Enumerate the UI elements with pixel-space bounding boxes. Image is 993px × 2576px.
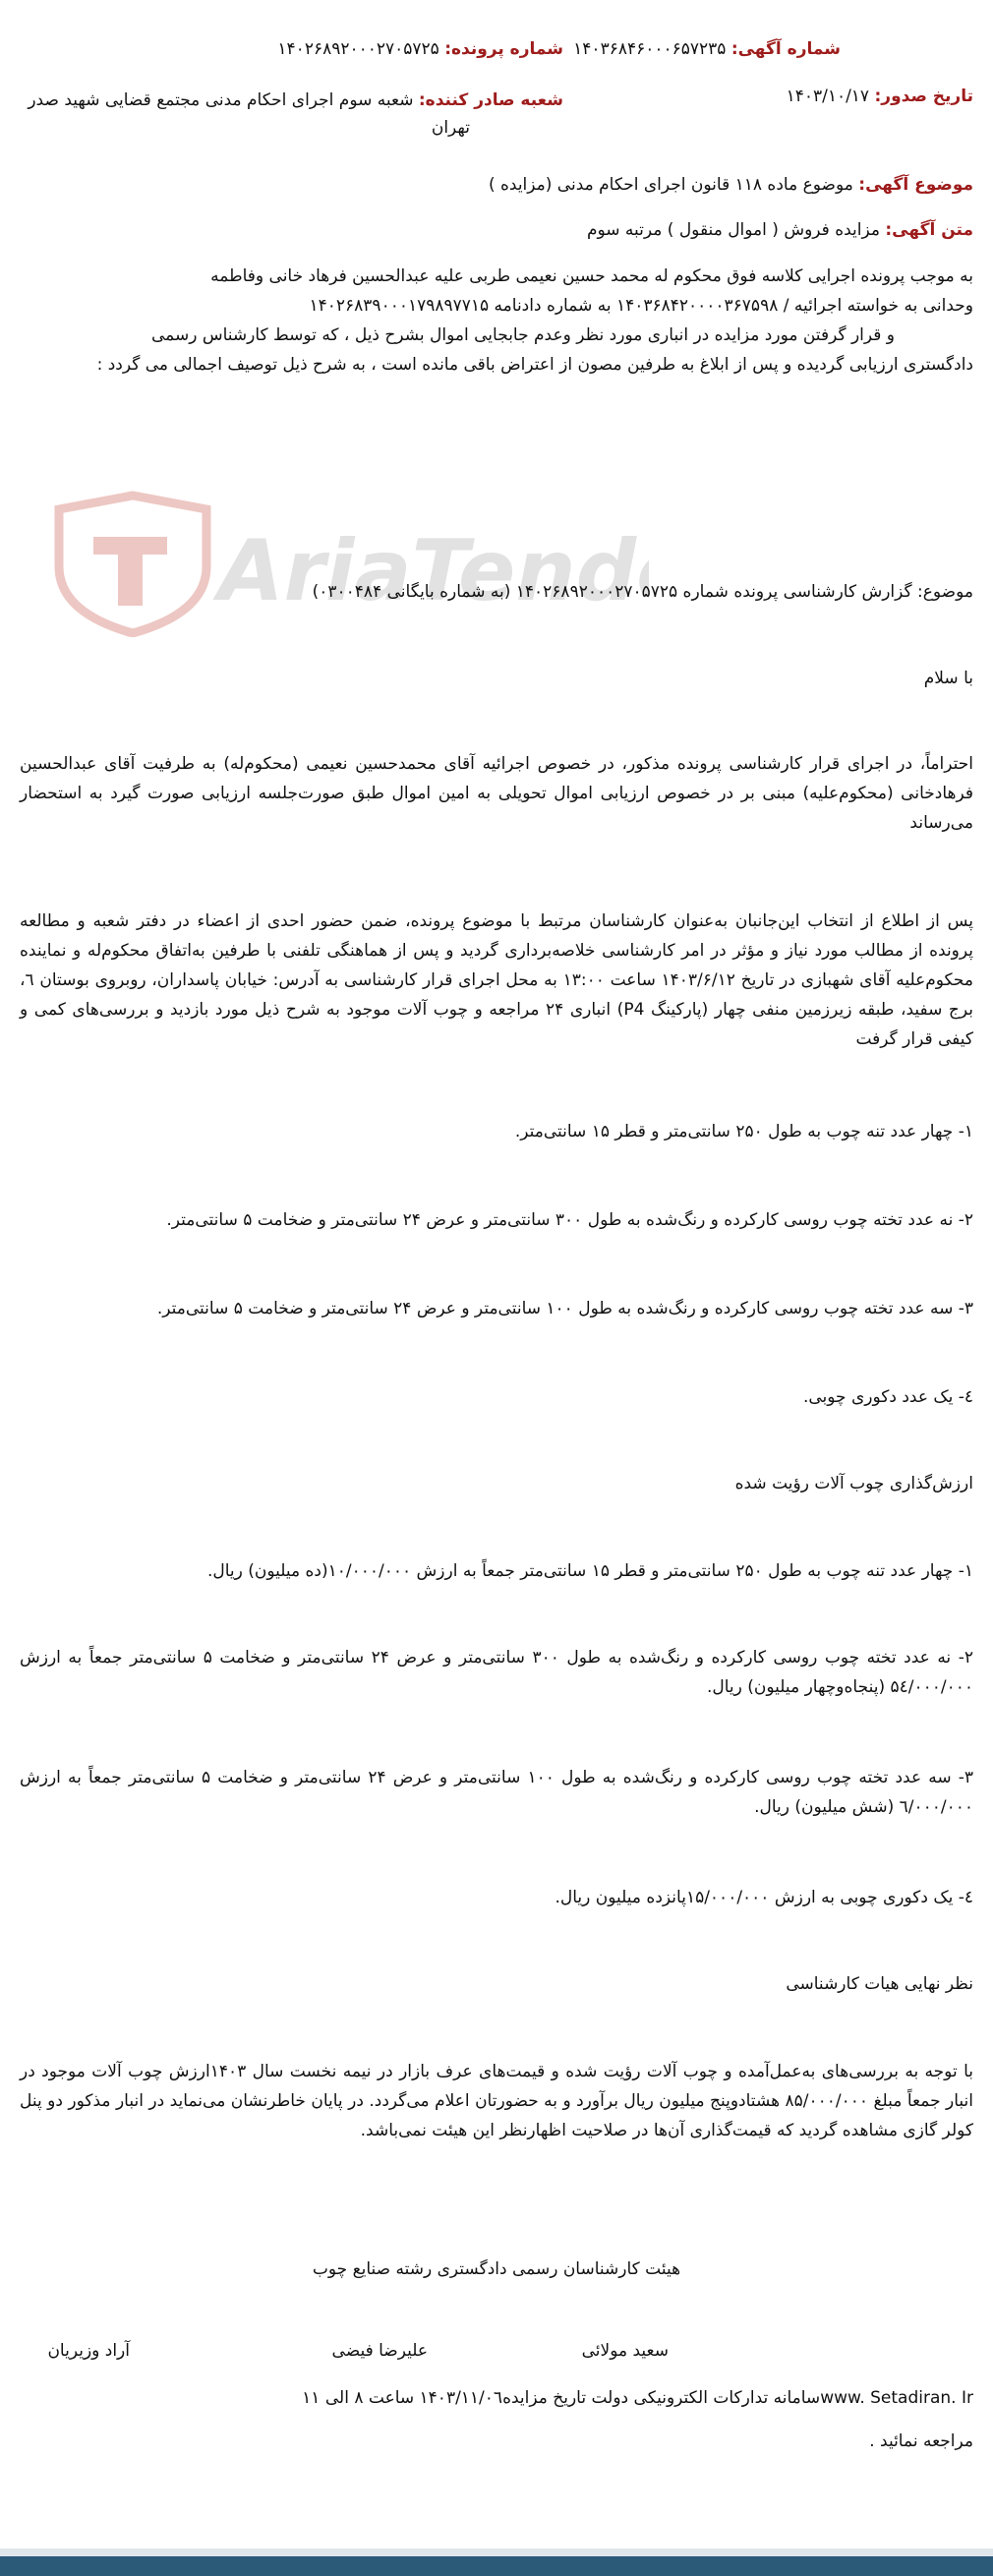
scrollbar-track [0, 2548, 993, 2556]
issuer-line2: تهران [431, 118, 470, 138]
bottom-bar [0, 2556, 993, 2576]
item-3: ۳- سه عدد تخته چوب روسی کارکرده و رنگ‌شده به طول ۱۰۰ سانتی‌متر و عرض ۲۴ سانتی‌متر و ضخامت ۵ سانتی‌متر. [156, 1299, 973, 1318]
intro-line-4: دادگستری ارزیابی گردیده و پس از ابلاغ به طرفین مصون از اعتراض باقی مانده است ، به شرح ذیل توصیف اجمالی می گردد : [96, 355, 973, 375]
notice-text-value: مزایده فروش ( اموال منقول ) مرتبه سوم [586, 220, 880, 240]
signature-2: علیرضا فیضی [331, 2341, 428, 2361]
valuation-2: ۲- نه عدد تخته چوب روسی کارکرده و رنگ‌شده به طول ۳۰۰ سانتی‌متر و عرض ۲۴ سانتی‌متر و ضخامت ۵ سانتی‌متر جمعاً به ارزش ۵٤/۰۰۰/۰۰۰ (پنجاه‌وچهار میلیون) ریال. [20, 1648, 973, 1697]
notice-text-row [587, 220, 973, 240]
issue-date-row [787, 87, 973, 106]
ad-number-value: ۱۴۰۳۶۸۴۶۰۰۰۶۵۷۲۳۵ [573, 39, 727, 59]
valuation-4: ٤- یک دکوری چوبی به ارزش ۱۵/۰۰۰/۰۰۰پانزده میلیون ریال. [555, 1888, 973, 1907]
issue-date-label: تاریخ صدور: [874, 87, 973, 106]
signature-3: آراد وزیریان [47, 2341, 130, 2361]
issuer-block [28, 87, 563, 142]
signature-1: سعید مولائی [581, 2341, 669, 2361]
closing-url[interactable]: www. Setadiran. Ir [820, 2388, 973, 2408]
final-opinion-title: نظر نهایی هیات کارشناسی [786, 1974, 973, 1994]
report-subject: موضوع: گزارش کارشناسی پرونده شماره ۱۴۰۲۶۸۹۲۰۰۰۲۷۰۵۷۲۵ (به شماره بایگانی ۰۳۰۰۴۸۴) [312, 582, 973, 602]
closing-line-1 [20, 2383, 973, 2413]
closing-text: سامانه تدارکات الکترونیکی دولت تاریخ مزایده۱۴۰۳/۱۱/۰٦ ساعت ۸ الی ۱۱ [302, 2388, 821, 2408]
ad-number-label: شماره آگهی: [730, 39, 841, 59]
case-number-row [277, 39, 563, 59]
item-2: ۲- نه عدد تخته چوب روسی کارکرده و رنگ‌شده به طول ۳۰۰ سانتی‌متر و عرض ۲۴ سانتی‌متر و ضخامت ۵ سانتی‌متر. [166, 1210, 973, 1230]
shield-icon [49, 490, 649, 637]
report-para-2: پس از اطلاع از انتخاب این‌جانبان به‌عنوان کارشناسان مرتبط با موضوع پرونده، ضمن حضور احدی از اعضاء در دفتر شعبه و مطالعه پرونده از مطالب مورد نیاز و مؤثر در امر کارشناسی خلاصه‌برداری گردید و پس از هماهنگی تلفنی با طرفین به‌اتفاق محکوم‌له و نماینده محکوم‌علیه آقای شهبازی در تاریخ ۱۴۰۳/۶/۱۲ ساعت ۱۳:۰۰ به محل اجرای قرار کارشناسی به آدرس: خیابان پاسداران، روبروی بوستان ٦، برج سفید، طبقه زیرزمین منفی چهار (پارکینگ P4) انباری ۲۴ مراجعه و چوب آلات موجود به شرح ذیل مورد بازدید و بررسی‌های کمی و کیفی قرار گرفت [20, 911, 973, 1049]
board-title: هیئت کارشناسان رسمی دادگستری رشته صنایع چوب [312, 2259, 681, 2279]
subject-row [489, 175, 973, 195]
ad-number-row [573, 39, 841, 59]
valuation-title: ارزش‌گذاری چوب آلات رؤیت شده [734, 1474, 973, 1493]
valuation-3: ۳- سه عدد تخته چوب روسی کارکرده و رنگ‌شده به طول ۱۰۰ سانتی‌متر و عرض ۲۴ سانتی‌متر و ضخامت ۵ سانتی‌متر جمعاً به ارزش ٦/۰۰۰/۰۰۰ (شش میلیون) ریال. [20, 1768, 973, 1817]
closing-line-2: مراجعه نمائید . [869, 2431, 973, 2451]
report-greeting: با سلام [923, 669, 973, 688]
item-4: ٤- یک عدد دکوری چوبی. [802, 1387, 973, 1407]
intro-line-2: وحدانی به خواسته اجرائیه / ۱۴۰۳۶۸۴۲۰۰۰۰۳۶۷۵۹۸ به شماره دادنامه ۱۴۰۲۶۸۳۹۰۰۰۱۷۹۸۹۷۷۱۵ [309, 296, 973, 316]
report-para-1: احتراماً، در اجرای قرار کارشناسی پرونده مذکور، در خصوص اجرائیه آقای محمدحسین نعیمی (محکوم‌له) به طرفیت آقای عبدالحسین فرهادخانی (محکوم‌علیه) مبنی بر در خصوص ارزیابی اموال تحویلی به امین اموال طبق صورت‌جلسه ارزیابی صورت گیرد به استحضار می‌رساند [20, 754, 973, 833]
case-number-label: شماره پرونده: [444, 39, 563, 59]
watermark-logo [49, 490, 649, 637]
valuation-1: ۱- چهار عدد تنه چوب به طول ۲۵۰ سانتی‌متر و قطر ۱۵ سانتی‌متر جمعاً به ارزش ۱۰/۰۰۰/۰۰۰(ده میلیون) ریال. [206, 1561, 973, 1581]
issuer-line1: شعبه سوم اجرای احکام مدنی مجتمع قضایی شهید صدر [28, 90, 414, 110]
final-opinion-para: با توجه به بررسی‌های به‌عمل‌آمده و چوب آلات رؤیت شده و قیمت‌های عرف بازار در نیمه نخست سال ۱۴۰۳ارزش چوب آلات موجود در انبار جمعاً مبلغ ۸۵/۰۰۰/۰۰۰ هشتادوپنج میلیون ریال برآورد و به حضورتان اعلام می‌گردد. در پایان خاطرنشان می‌نماید در انبار مذکور دو پنل کولر گازی مشاهده گردید که قیمت‌گذاری آن‌ها در صلاحیت اظهارنظر این هیئت نمی‌باشد. [20, 2062, 973, 2140]
subject-value: موضوع ماده ۱۱۸ قانون اجرای احکام مدنی (مزایده ) [488, 175, 853, 195]
item-1: ۱- چهار عدد تنه چوب به طول ۲۵۰ سانتی‌متر و قطر ۱۵ سانتی‌متر. [514, 1122, 973, 1142]
issuer-label: شعبه صادر کننده: [418, 90, 563, 110]
intro-line-1: به موجب پرونده اجرایی کلاسه فوق محکوم له محمد حسین نعیمی طربی علیه عبدالحسین فرهاد خانی وفاطمه [210, 266, 973, 286]
issue-date-value: ۱۴۰۳/۱۰/۱۷ [786, 87, 870, 106]
watermark-text: AriaTend [218, 522, 637, 620]
case-number-value: ۱۴۰۲۶۸۹۲۰۰۰۲۷۰۵۷۲۵ [277, 39, 439, 59]
subject-label: موضوع آگهی: [858, 175, 973, 195]
intro-line-3: و قرار گرفتن مورد مزایده در انباری مورد نظر وعدم جابجایی اموال بشرح ذیل ، که توسط کارشناس رسمی [150, 325, 895, 345]
notice-text-label: متن آگهی: [885, 220, 973, 240]
